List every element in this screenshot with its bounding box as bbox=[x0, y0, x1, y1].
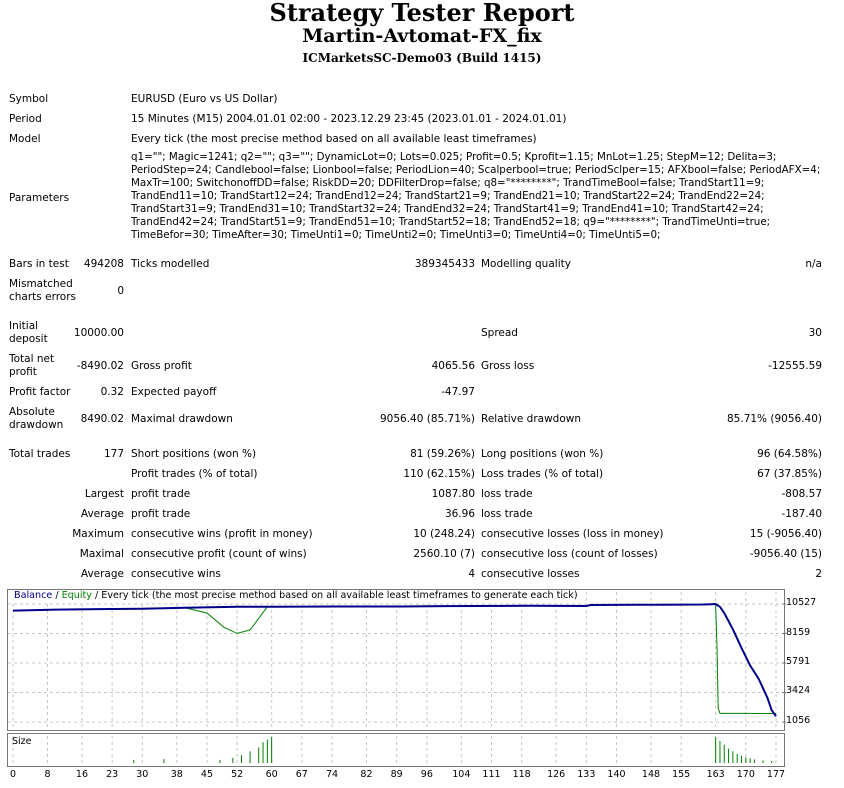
long-value: 96 (64.58%) bbox=[757, 448, 822, 460]
parameters-value: q1=""; Magic=1241; q2=""; q3=""; DynamicLot=0; Lots=0.025; Profit=0.5; Kprofit=1.15; MnLot=1.25; StepM=12; Delita=3; PeriodStep=24; Candlebool=false; Lionbool=false; PeriodLion=40; Scalperbool=true; PeriodSclper=15; AFXbool=false; PeriodAFX=4; MaxTr=100; SwitchonoffDD=false; RiskDD=20; DDFilterDrop=false; q8="********"; TrandTimeBool=false; TrandStart11=9; TrandEnd11=10; TrandStart12=24; TrandEnd12=24; TrandStart21=9; TrandEnd21=10; TrandStart22=24; TrandEnd22=24; TrandStart31=9; TrandEnd31=10; TrandStart32=24; TrandEnd32=24; TrandStart41=9; TrandEnd41=10; TrandStart42=24; TrandEnd42=24; TrandStart51=9; TrandEnd51=10; TrandStart52=18; TrandEnd52=18; q9="********"; TrandTimeUnti=true; TimeBefor=30; TimeAfter=30; TimeUnti1=0; TimeUnti2=0; TimeUnti3=0; TimeUnti4=0; TimeUnti5=0; bbox=[131, 151, 821, 241]
max-wins-label: consecutive wins (profit in money) bbox=[131, 528, 313, 540]
x-tick-label: 89 bbox=[390, 769, 403, 780]
parameters-label: Parameters bbox=[9, 192, 70, 204]
chart-legend bbox=[12, 590, 580, 601]
trades-label: Total trades bbox=[9, 448, 71, 460]
average-label: Average bbox=[80, 508, 124, 520]
period-label: Period bbox=[9, 113, 42, 125]
maximal-label: Maximal bbox=[79, 548, 124, 560]
max-losses-label: consecutive losses (loss in money) bbox=[481, 528, 664, 540]
maximal-profit-label: consecutive profit (count of wins) bbox=[131, 548, 307, 560]
max-losses-value: 15 (-9056.40) bbox=[749, 528, 822, 540]
largest-profit-label: profit trade bbox=[131, 488, 191, 500]
mismatch-value: 0 bbox=[117, 285, 124, 297]
grossprofit-value: 4065.56 bbox=[431, 360, 475, 372]
balance-chart-frame bbox=[7, 589, 785, 731]
x-tick-label: 96 bbox=[420, 769, 433, 780]
legend-description: / Every tick (the most precise method based on all available least timeframes to generate each tick) bbox=[91, 590, 578, 601]
average-profit-value: 36.96 bbox=[444, 508, 475, 520]
maxdd-value: 9056.40 (85.71%) bbox=[380, 413, 475, 425]
x-tick-label: 52 bbox=[231, 769, 244, 780]
grossloss-label: Gross loss bbox=[481, 360, 535, 372]
report-title: Strategy Tester Report bbox=[269, 0, 575, 27]
avg-losses-label: consecutive losses bbox=[481, 568, 580, 580]
grossprofit-label: Gross profit bbox=[131, 360, 192, 372]
long-label: Long positions (won %) bbox=[481, 448, 604, 460]
avg-wins-value: 4 bbox=[468, 568, 475, 580]
maximal-profit-value: 2560.10 (7) bbox=[413, 548, 475, 560]
spread-label: Spread bbox=[481, 327, 518, 339]
size-label: Size bbox=[12, 736, 32, 747]
y-tick-label: 3424 bbox=[786, 685, 811, 697]
deposit-value: 10000.00 bbox=[73, 327, 124, 339]
period-value: 15 Minutes (M15) 2004.01.01 02:00 - 2023.12.29 23:45 (2023.01.01 - 2024.01.01) bbox=[131, 113, 567, 125]
symbol-label: Symbol bbox=[9, 93, 49, 105]
y-tick-label: 10527 bbox=[786, 597, 817, 608]
avg-losses-value: 2 bbox=[815, 568, 822, 580]
x-tick-label: 104 bbox=[452, 769, 471, 780]
expert-name: Martin-Avtomat-FX_fix bbox=[302, 25, 542, 47]
trades-value: 177 bbox=[103, 448, 124, 460]
x-tick-label: 82 bbox=[360, 769, 373, 780]
grossloss-value: -12555.59 bbox=[768, 360, 822, 372]
maximum-label: Maximum bbox=[72, 528, 124, 540]
x-tick-label: 111 bbox=[482, 769, 501, 780]
x-tick-label: 170 bbox=[736, 769, 755, 780]
short-label: Short positions (won %) bbox=[131, 448, 257, 460]
symbol-value: EURUSD (Euro vs US Dollar) bbox=[131, 93, 278, 105]
losstrades-value: 67 (37.85%) bbox=[757, 468, 822, 480]
x-tick-label: 74 bbox=[325, 769, 339, 780]
maxdd-label: Maximal drawdown bbox=[131, 413, 233, 425]
max-wins-value: 10 (248.24) bbox=[413, 528, 475, 540]
maximal-loss-label: consecutive loss (count of losses) bbox=[481, 548, 658, 560]
absdd-value: 8490.02 bbox=[80, 413, 124, 425]
x-tick-label: 0 bbox=[9, 769, 17, 780]
spread-value: 30 bbox=[808, 327, 822, 339]
reldd-label: Relative drawdown bbox=[481, 413, 582, 425]
legend-equity: Equity bbox=[61, 590, 92, 601]
pf-label: Profit factor bbox=[9, 386, 71, 398]
largest-profit-value: 1087.80 bbox=[431, 488, 475, 500]
y-tick-label: 5791 bbox=[786, 656, 811, 667]
account-build: ICMarketsSC-Demo03 (Build 1415) bbox=[302, 51, 542, 65]
average-loss-value: -187.40 bbox=[781, 508, 822, 520]
x-tick-label: 148 bbox=[641, 769, 661, 780]
losstrades-label: Loss trades (% of total) bbox=[481, 468, 604, 480]
legend-sep: / bbox=[52, 590, 62, 601]
mismatch-label: Mismatched charts errors bbox=[9, 278, 76, 303]
avg-wins-label: consecutive wins bbox=[131, 568, 221, 580]
x-tick-label: 177 bbox=[766, 769, 786, 780]
x-tick-label: 118 bbox=[512, 769, 531, 780]
x-tick-label: 60 bbox=[265, 769, 278, 780]
netprofit-value: -8490.02 bbox=[76, 360, 124, 372]
ticks-label: Ticks modelled bbox=[131, 258, 210, 270]
profittrades-value: 110 (62.15%) bbox=[403, 468, 475, 480]
pf-value: 0.32 bbox=[100, 386, 124, 398]
x-tick-label: 16 bbox=[75, 769, 89, 780]
ticks-value: 389345433 bbox=[414, 258, 475, 270]
x-tick-label: 67 bbox=[295, 769, 308, 780]
avg-consecutive-label: Average bbox=[80, 568, 124, 580]
x-tick-label: 45 bbox=[200, 769, 214, 780]
x-tick-label: 8 bbox=[44, 769, 51, 780]
largest-loss-value: -808.57 bbox=[781, 488, 822, 500]
profittrades-label: Profit trades (% of total) bbox=[131, 468, 258, 480]
size-chart-frame bbox=[7, 733, 785, 767]
model-label: Model bbox=[9, 133, 41, 145]
largest-loss-label: loss trade bbox=[481, 488, 533, 500]
payoff-value: -47.97 bbox=[441, 386, 475, 398]
deposit-label: Initial deposit bbox=[9, 320, 48, 345]
y-tick-label: 8159 bbox=[786, 626, 811, 638]
bars-label: Bars in test bbox=[9, 258, 69, 270]
model-value: Every tick (the most precise method based on all available least timeframes) bbox=[131, 133, 537, 145]
x-tick-label: 133 bbox=[577, 769, 596, 780]
x-tick-label: 163 bbox=[706, 769, 725, 780]
legend-balance: Balance bbox=[14, 590, 53, 601]
quality-label: Modelling quality bbox=[481, 258, 571, 270]
short-value: 81 (59.26%) bbox=[410, 448, 475, 460]
y-tick-label: 1056 bbox=[786, 715, 811, 726]
x-tick-label: 23 bbox=[106, 769, 119, 780]
x-tick-label: 140 bbox=[607, 769, 626, 780]
reldd-value: 85.71% (9056.40) bbox=[727, 413, 822, 425]
quality-value: n/a bbox=[805, 258, 822, 270]
x-tick-label: 38 bbox=[170, 769, 183, 780]
maximal-loss-value: -9056.40 (15) bbox=[749, 548, 822, 560]
x-tick-label: 30 bbox=[136, 769, 149, 780]
payoff-label: Expected payoff bbox=[131, 386, 217, 398]
largest-label: Largest bbox=[84, 488, 124, 500]
netprofit-label: Total net profit bbox=[9, 353, 55, 378]
bars-value: 494208 bbox=[83, 258, 124, 270]
average-profit-label: profit trade bbox=[131, 508, 191, 520]
x-tick-label: 126 bbox=[547, 769, 566, 780]
absdd-label: Absolute drawdown bbox=[9, 406, 64, 431]
x-tick-label: 155 bbox=[672, 769, 691, 780]
average-loss-label: loss trade bbox=[481, 508, 533, 520]
